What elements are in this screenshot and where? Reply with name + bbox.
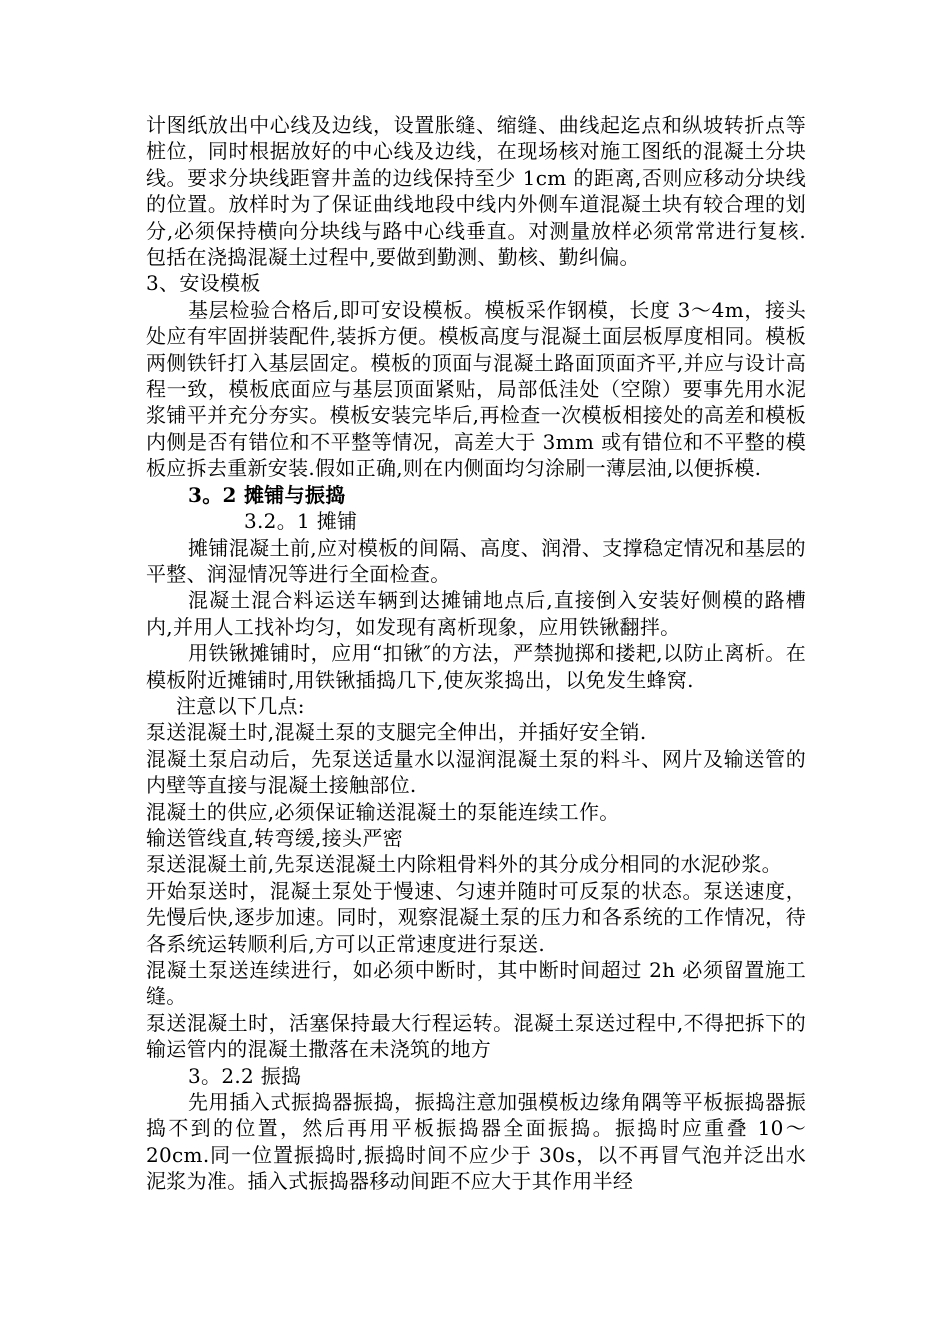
heading-spreading-vibrating: 3。2 摊铺与振捣: [188, 482, 346, 507]
heading-vibrating: 3。2.2 振捣: [188, 1063, 302, 1088]
note-item: 混凝土的供应,必须保证输送混凝土的泵能连续工作。: [146, 799, 620, 824]
note-item: 混凝土泵启动后，先泵送适量水以湿润混凝土泵的料斗、网片及输送管的内壁等直接与混凝土接触部位.: [146, 746, 806, 798]
paragraph-spreading-check: 摊铺混凝土前,应对模板的间隔、高度、润滑、支撑稳定情况和基层的平整、润湿情况等进行全面检查。: [146, 535, 806, 586]
paragraph-spreading-shovel: 用铁锹摊铺时，应用“扣锹″的方法，严禁抛掷和搂耙,以防止离析。在模板附近摊铺时,用铁锹插捣几下,使灰浆捣出，以免发生蜂窝.: [146, 641, 806, 692]
notes-title: 注意以下几点:: [176, 693, 305, 718]
paragraph-vibrating: 先用插入式振捣器振捣，振捣注意加强模板边缘角隅等平板振捣器振捣不到的位置，然后再用平板振捣器全面振捣。振捣时应重叠 10～20cm.同一位置振捣时,振捣时间不应少于 30s，以不再冒气泡并泛出水泥浆为准。插入式振捣器移动间距不应大于其作用半经: [146, 1090, 806, 1194]
note-item: 泵送混凝土时，活塞保持最大行程运转。混凝土泵送过程中,不得把拆下的输运管内的混凝土撒落在未浇筑的地方: [146, 1010, 806, 1062]
heading-spreading: 3.2。1 摊铺: [244, 509, 358, 534]
paragraph-install-formwork: 基层检验合格后,即可安设模板。模板采作钢模，长度 3～4m，接头处应有牢固拼装配件,装拆方便。模板高度与混凝土面层板厚度相同。模板两侧铁钎打入基层固定。模板的顶面与混凝土路面顶面齐平,并应与设计高程一致，模板底面应与基层顶面紧贴，局部低洼处（空隙）要事先用水泥浆铺平并充分夯实。模板安装完毕后,再检查一次模板相接处的高差和模板内侧是否有错位和不平整等情况，高差大于 3mm 或有错位和不平整的模板应拆去重新安装.假如正确,则在内侧面均匀涂刷一薄层油,以便拆模.: [146, 297, 806, 481]
heading-install-formwork: 3、安设模板: [146, 271, 261, 296]
note-item: 泵送混凝土前,先泵送混凝土内除粗骨料外的其分成分相同的水泥砂浆。: [146, 852, 782, 877]
paragraph-spreading-delivery: 混凝土混合料运送车辆到达摊铺地点后,直接倒入安装好侧模的路槽内,并用人工找补均匀，如发现有离析现象，应用铁锹翻拌。: [146, 588, 806, 639]
paragraph-staking: 计图纸放出中心线及边线，设置胀缝、缩缝、曲线起迄点和纵坡转折点等桩位，同时根据放好的中心线及边线，在现场核对施工图纸的混凝土分块线。要求分块线距窨井盖的边线保持至少 1cm 的距离,否则应移动分块线的位置。放样时为了保证曲线地段中线内外侧车道混凝土块有较合理的划分,必须保持横向分块线与路中心线垂直。对测量放样必须常常进行复核.包括在浇捣混凝土过程中,要做到勤测、勤核、勤纠偏。: [146, 113, 806, 270]
document-body: [146, 112, 806, 1195]
note-item: 混凝土泵送连续进行，如必须中断时，其中断时间超过 2h 必须留置施工缝。: [146, 958, 806, 1009]
note-item: 输送管线直,转弯缓,接头严密: [146, 825, 403, 850]
note-item: 泵送混凝土时,混凝土泵的支腿完全伸出，并插好安全销.: [146, 720, 647, 745]
note-item: 开始泵送时，混凝土泵处于慢速、匀速并随时可反泵的状态。泵送速度，先慢后快,逐步加速。同时，观察混凝土泵的压力和各系统的工作情况，待各系统运转顺利后,方可以正常速度进行泵送.: [146, 878, 806, 956]
